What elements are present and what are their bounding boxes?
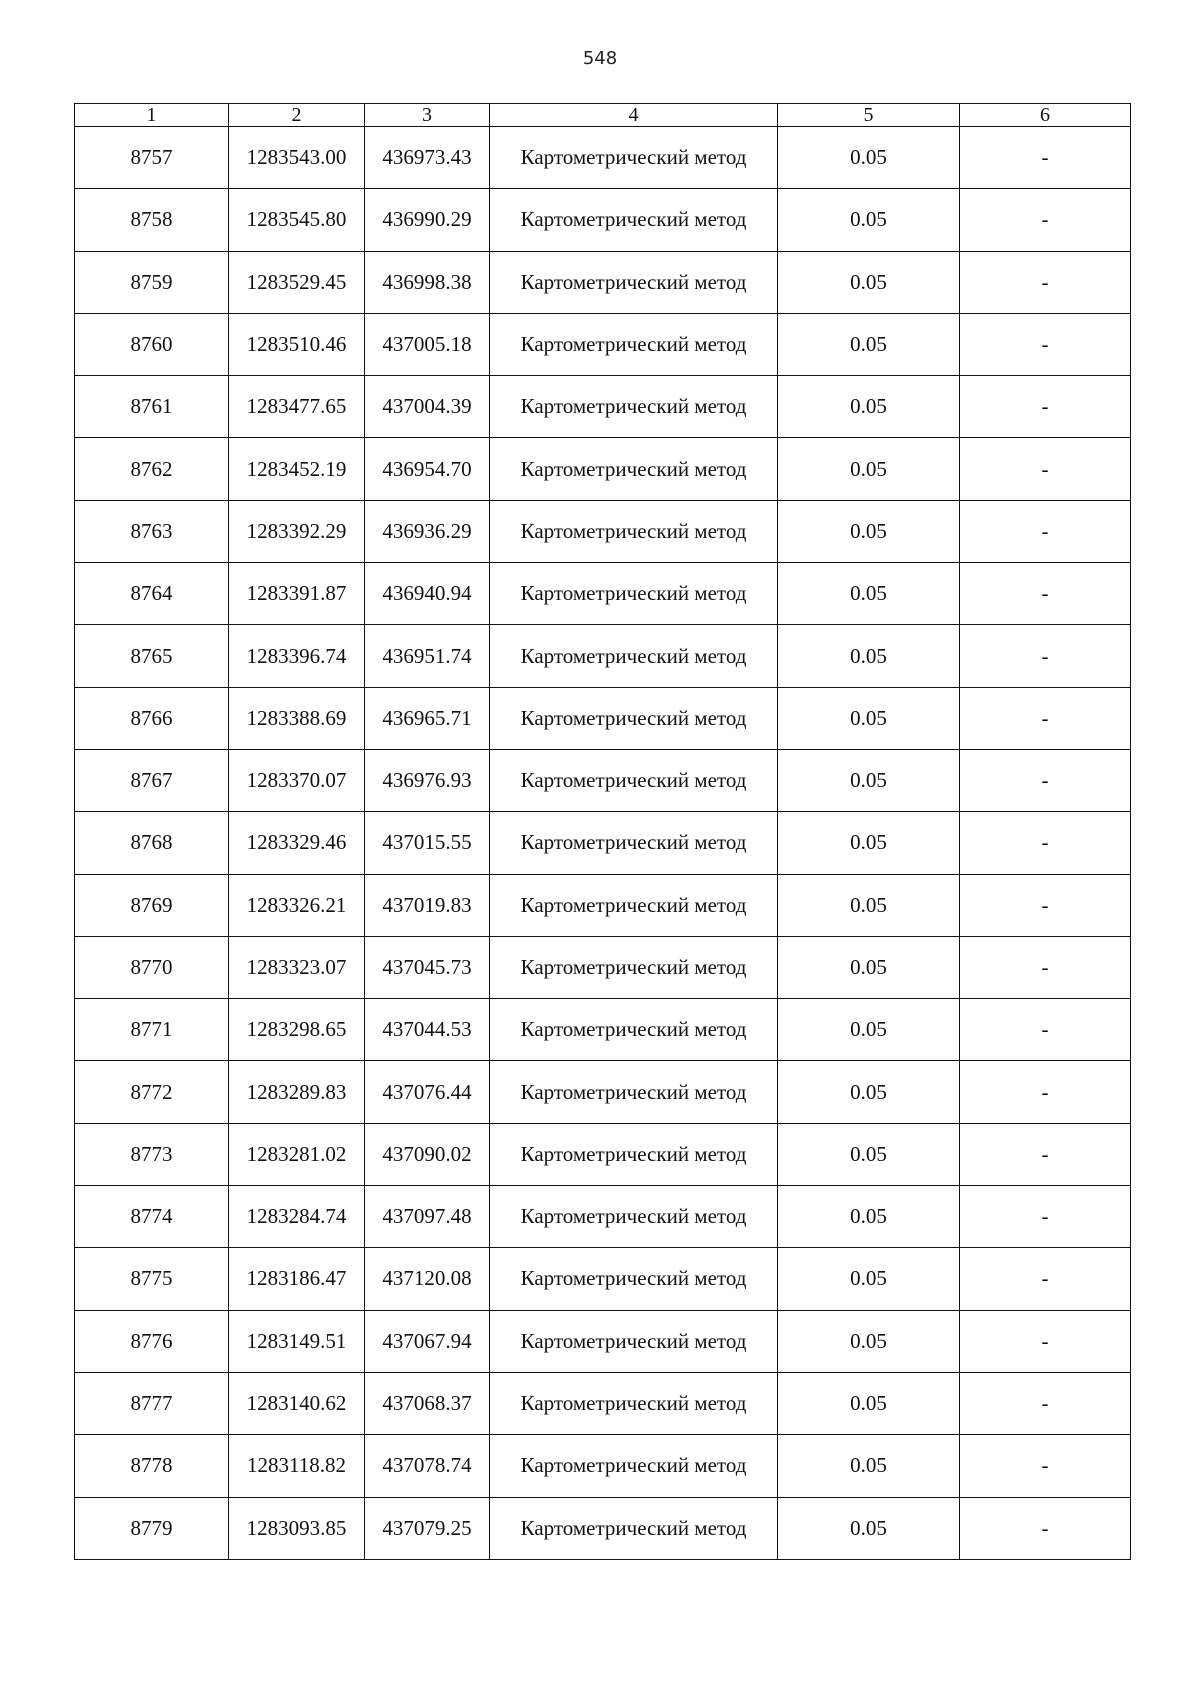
point-number-cell: 8776 xyxy=(75,1310,229,1372)
point-number-cell: 8762 xyxy=(75,438,229,500)
method-cell: Картометрический метод xyxy=(490,999,778,1061)
column-header-4: 4 xyxy=(490,104,778,127)
point-number-cell: 8765 xyxy=(75,625,229,687)
x-coordinate-cell: 1283388.69 xyxy=(229,687,365,749)
y-coordinate-cell: 437015.55 xyxy=(365,812,490,874)
table-row xyxy=(75,1123,1131,1185)
table-row xyxy=(75,1186,1131,1248)
point-number-cell: 8767 xyxy=(75,749,229,811)
method-cell: Картометрический метод xyxy=(490,1310,778,1372)
x-coordinate-cell: 1283323.07 xyxy=(229,936,365,998)
note-cell: - xyxy=(960,376,1131,438)
y-coordinate-cell: 436976.93 xyxy=(365,749,490,811)
y-coordinate-cell: 436940.94 xyxy=(365,563,490,625)
point-number-cell: 8760 xyxy=(75,313,229,375)
x-coordinate-cell: 1283186.47 xyxy=(229,1248,365,1310)
note-cell: - xyxy=(960,687,1131,749)
point-number-cell: 8763 xyxy=(75,500,229,562)
point-number-cell: 8769 xyxy=(75,874,229,936)
header-row xyxy=(75,104,1131,127)
x-coordinate-cell: 1283289.83 xyxy=(229,1061,365,1123)
method-cell: Картометрический метод xyxy=(490,1186,778,1248)
y-coordinate-cell: 437044.53 xyxy=(365,999,490,1061)
y-coordinate-cell: 437079.25 xyxy=(365,1497,490,1559)
table-row xyxy=(75,1310,1131,1372)
page-number: 548 xyxy=(582,48,618,69)
table-row xyxy=(75,812,1131,874)
table-row xyxy=(75,999,1131,1061)
y-coordinate-cell: 436990.29 xyxy=(365,189,490,251)
table-header xyxy=(75,104,1131,127)
accuracy-cell: 0.05 xyxy=(778,1497,960,1559)
x-coordinate-cell: 1283149.51 xyxy=(229,1310,365,1372)
coordinates-table xyxy=(74,103,1131,1560)
table-row xyxy=(75,376,1131,438)
x-coordinate-cell: 1283392.29 xyxy=(229,500,365,562)
y-coordinate-cell: 437068.37 xyxy=(365,1372,490,1434)
point-number-cell: 8766 xyxy=(75,687,229,749)
point-number-cell: 8758 xyxy=(75,189,229,251)
table-row xyxy=(75,1372,1131,1434)
method-cell: Картометрический метод xyxy=(490,251,778,313)
point-number-cell: 8779 xyxy=(75,1497,229,1559)
table-row xyxy=(75,936,1131,998)
x-coordinate-cell: 1283140.62 xyxy=(229,1372,365,1434)
point-number-cell: 8773 xyxy=(75,1123,229,1185)
method-cell: Картометрический метод xyxy=(490,625,778,687)
x-coordinate-cell: 1283510.46 xyxy=(229,313,365,375)
method-cell: Картометрический метод xyxy=(490,376,778,438)
method-cell: Картометрический метод xyxy=(490,749,778,811)
point-number-cell: 8759 xyxy=(75,251,229,313)
method-cell: Картометрический метод xyxy=(490,1372,778,1434)
y-coordinate-cell: 437004.39 xyxy=(365,376,490,438)
note-cell: - xyxy=(960,127,1131,189)
method-cell: Картометрический метод xyxy=(490,936,778,998)
y-coordinate-cell: 436973.43 xyxy=(365,127,490,189)
table-body xyxy=(75,127,1131,1560)
note-cell: - xyxy=(960,1310,1131,1372)
note-cell: - xyxy=(960,1123,1131,1185)
y-coordinate-cell: 437076.44 xyxy=(365,1061,490,1123)
column-header-1: 1 xyxy=(75,104,229,127)
point-number-cell: 8761 xyxy=(75,376,229,438)
note-cell: - xyxy=(960,625,1131,687)
note-cell: - xyxy=(960,313,1131,375)
method-cell: Картометрический метод xyxy=(490,313,778,375)
x-coordinate-cell: 1283284.74 xyxy=(229,1186,365,1248)
accuracy-cell: 0.05 xyxy=(778,1123,960,1185)
y-coordinate-cell: 437067.94 xyxy=(365,1310,490,1372)
table-row xyxy=(75,874,1131,936)
note-cell: - xyxy=(960,189,1131,251)
accuracy-cell: 0.05 xyxy=(778,376,960,438)
accuracy-cell: 0.05 xyxy=(778,127,960,189)
point-number-cell: 8772 xyxy=(75,1061,229,1123)
accuracy-cell: 0.05 xyxy=(778,625,960,687)
point-number-cell: 8775 xyxy=(75,1248,229,1310)
table-row xyxy=(75,1061,1131,1123)
y-coordinate-cell: 437120.08 xyxy=(365,1248,490,1310)
method-cell: Картометрический метод xyxy=(490,687,778,749)
column-header-3: 3 xyxy=(365,104,490,127)
accuracy-cell: 0.05 xyxy=(778,1435,960,1497)
note-cell: - xyxy=(960,1372,1131,1434)
y-coordinate-cell: 437078.74 xyxy=(365,1435,490,1497)
y-coordinate-cell: 437005.18 xyxy=(365,313,490,375)
y-coordinate-cell: 437019.83 xyxy=(365,874,490,936)
note-cell: - xyxy=(960,999,1131,1061)
y-coordinate-cell: 437090.02 xyxy=(365,1123,490,1185)
table-row xyxy=(75,749,1131,811)
y-coordinate-cell: 437045.73 xyxy=(365,936,490,998)
note-cell: - xyxy=(960,1186,1131,1248)
point-number-cell: 8757 xyxy=(75,127,229,189)
accuracy-cell: 0.05 xyxy=(778,1310,960,1372)
table-row xyxy=(75,1497,1131,1559)
point-number-cell: 8768 xyxy=(75,812,229,874)
method-cell: Картометрический метод xyxy=(490,1061,778,1123)
point-number-cell: 8771 xyxy=(75,999,229,1061)
x-coordinate-cell: 1283452.19 xyxy=(229,438,365,500)
note-cell: - xyxy=(960,812,1131,874)
x-coordinate-cell: 1283326.21 xyxy=(229,874,365,936)
y-coordinate-cell: 437097.48 xyxy=(365,1186,490,1248)
table-row xyxy=(75,625,1131,687)
point-number-cell: 8778 xyxy=(75,1435,229,1497)
x-coordinate-cell: 1283391.87 xyxy=(229,563,365,625)
table-row xyxy=(75,313,1131,375)
method-cell: Картометрический метод xyxy=(490,438,778,500)
method-cell: Картометрический метод xyxy=(490,500,778,562)
point-number-cell: 8777 xyxy=(75,1372,229,1434)
note-cell: - xyxy=(960,500,1131,562)
method-cell: Картометрический метод xyxy=(490,1435,778,1497)
accuracy-cell: 0.05 xyxy=(778,874,960,936)
x-coordinate-cell: 1283543.00 xyxy=(229,127,365,189)
y-coordinate-cell: 436998.38 xyxy=(365,251,490,313)
accuracy-cell: 0.05 xyxy=(778,1248,960,1310)
point-number-cell: 8764 xyxy=(75,563,229,625)
y-coordinate-cell: 436936.29 xyxy=(365,500,490,562)
point-number-cell: 8770 xyxy=(75,936,229,998)
accuracy-cell: 0.05 xyxy=(778,999,960,1061)
note-cell: - xyxy=(960,251,1131,313)
method-cell: Картометрический метод xyxy=(490,127,778,189)
x-coordinate-cell: 1283118.82 xyxy=(229,1435,365,1497)
table-row xyxy=(75,438,1131,500)
x-coordinate-cell: 1283529.45 xyxy=(229,251,365,313)
x-coordinate-cell: 1283370.07 xyxy=(229,749,365,811)
table-row xyxy=(75,563,1131,625)
table-row xyxy=(75,500,1131,562)
y-coordinate-cell: 436965.71 xyxy=(365,687,490,749)
accuracy-cell: 0.05 xyxy=(778,563,960,625)
accuracy-cell: 0.05 xyxy=(778,749,960,811)
method-cell: Картометрический метод xyxy=(490,874,778,936)
note-cell: - xyxy=(960,1061,1131,1123)
method-cell: Картометрический метод xyxy=(490,563,778,625)
x-coordinate-cell: 1283298.65 xyxy=(229,999,365,1061)
x-coordinate-cell: 1283396.74 xyxy=(229,625,365,687)
accuracy-cell: 0.05 xyxy=(778,1061,960,1123)
table-row xyxy=(75,1435,1131,1497)
x-coordinate-cell: 1283545.80 xyxy=(229,189,365,251)
column-header-5: 5 xyxy=(778,104,960,127)
accuracy-cell: 0.05 xyxy=(778,1186,960,1248)
note-cell: - xyxy=(960,563,1131,625)
point-number-cell: 8774 xyxy=(75,1186,229,1248)
accuracy-cell: 0.05 xyxy=(778,313,960,375)
accuracy-cell: 0.05 xyxy=(778,936,960,998)
table-row xyxy=(75,687,1131,749)
method-cell: Картометрический метод xyxy=(490,189,778,251)
x-coordinate-cell: 1283093.85 xyxy=(229,1497,365,1559)
method-cell: Картометрический метод xyxy=(490,1497,778,1559)
note-cell: - xyxy=(960,749,1131,811)
note-cell: - xyxy=(960,1248,1131,1310)
method-cell: Картометрический метод xyxy=(490,812,778,874)
table-row xyxy=(75,127,1131,189)
note-cell: - xyxy=(960,1435,1131,1497)
table-row xyxy=(75,251,1131,313)
accuracy-cell: 0.05 xyxy=(778,189,960,251)
x-coordinate-cell: 1283329.46 xyxy=(229,812,365,874)
accuracy-cell: 0.05 xyxy=(778,251,960,313)
accuracy-cell: 0.05 xyxy=(778,1372,960,1434)
accuracy-cell: 0.05 xyxy=(778,438,960,500)
method-cell: Картометрический метод xyxy=(490,1248,778,1310)
x-coordinate-cell: 1283477.65 xyxy=(229,376,365,438)
accuracy-cell: 0.05 xyxy=(778,812,960,874)
y-coordinate-cell: 436951.74 xyxy=(365,625,490,687)
note-cell: - xyxy=(960,438,1131,500)
y-coordinate-cell: 436954.70 xyxy=(365,438,490,500)
note-cell: - xyxy=(960,936,1131,998)
note-cell: - xyxy=(960,1497,1131,1559)
note-cell: - xyxy=(960,874,1131,936)
column-header-6: 6 xyxy=(960,104,1131,127)
method-cell: Картометрический метод xyxy=(490,1123,778,1185)
column-header-2: 2 xyxy=(229,104,365,127)
table-row xyxy=(75,1248,1131,1310)
accuracy-cell: 0.05 xyxy=(778,687,960,749)
table-row xyxy=(75,189,1131,251)
x-coordinate-cell: 1283281.02 xyxy=(229,1123,365,1185)
accuracy-cell: 0.05 xyxy=(778,500,960,562)
